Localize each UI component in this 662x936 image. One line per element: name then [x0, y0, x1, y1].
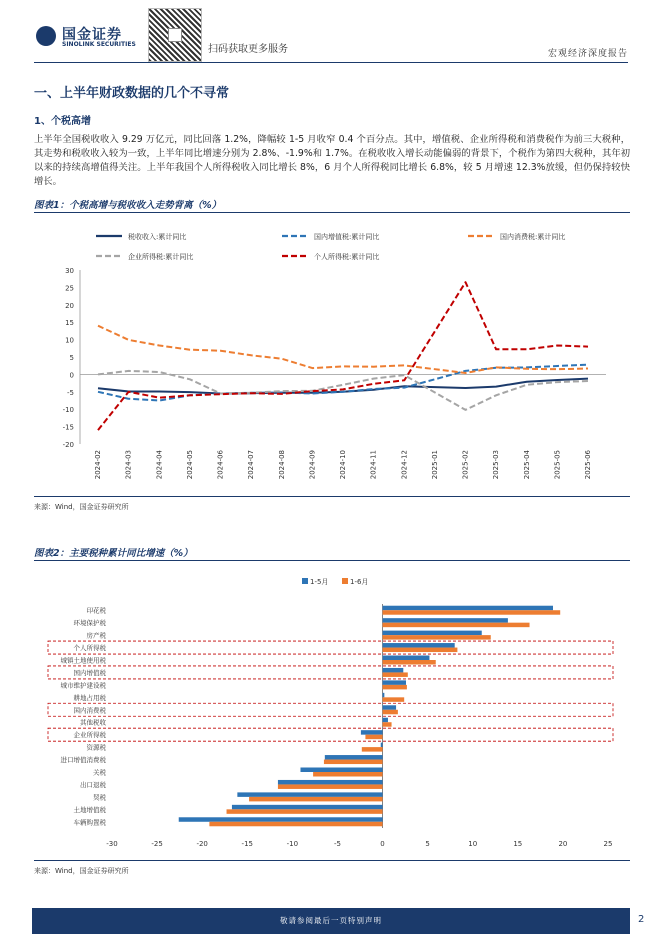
x-tick-label: -30 — [106, 840, 118, 848]
header-divider — [34, 62, 628, 63]
x-tick-label: 2024-02 — [94, 450, 102, 480]
logo-english-text: SINOLINK SECURITIES — [62, 41, 136, 48]
bar-1 — [383, 672, 408, 677]
bar-1 — [227, 809, 383, 814]
category-label: 其他税收 — [80, 718, 106, 727]
body-paragraph: 上半年全国税收收入 9.29 万亿元，同比回落 1.2%，降幅较 1-5 月收窄 0.4 个百分点。其中，增值税、企业所得税和消费税作为前三大税种，其走势和税收收入较为一致，上半年同比增速分别为 2.8%、-1.9%和 1.7%。在税收收入增长动能偏弱的背景下，个税作为第四大税种，其年初以来的持续高增值得关注。上半年我国个人所得税收入同比增长 8%，6 月个人所得税同比增长 6.8%，较 5 月增速 12.3%放缓，但仍保持较快增长。 — [34, 134, 630, 187]
bar-1 — [324, 760, 383, 765]
bar-0 — [179, 817, 383, 822]
figure1-divider — [34, 212, 630, 213]
bar-0 — [325, 755, 383, 760]
category-label: 城镇土地使用税 — [60, 656, 106, 665]
page-number: 2 — [638, 914, 645, 925]
figure2-divider — [34, 560, 630, 561]
x-tick-label: 2024-12 — [400, 450, 409, 480]
x-tick-label: 20 — [558, 840, 568, 848]
bar-1 — [383, 610, 561, 615]
bar-0 — [361, 730, 383, 735]
category-label: 印花税 — [86, 606, 106, 615]
category-label: 土地增值税 — [73, 805, 106, 814]
highlight-box — [48, 703, 613, 716]
x-tick-label: 2025-06 — [584, 450, 592, 480]
bar-0 — [383, 668, 404, 673]
y-tick-label: 10 — [65, 336, 74, 345]
x-tick-label: 2024-04 — [155, 450, 164, 480]
bar-1 — [383, 697, 405, 702]
x-tick-label: 2024-11 — [369, 450, 378, 480]
category-label: 国内消费税 — [73, 706, 106, 715]
y-tick-label: 15 — [65, 319, 74, 328]
category-label: 城市维护建设税 — [60, 681, 106, 690]
bar-0 — [383, 705, 397, 710]
bar-1 — [383, 685, 407, 690]
x-tick-label: 10 — [468, 840, 478, 848]
bar-0 — [278, 780, 383, 785]
highlight-box — [48, 666, 613, 679]
qr-center-icon — [168, 28, 182, 42]
x-tick-label: -15 — [241, 840, 253, 848]
category-label: 企业所得税 — [73, 731, 106, 740]
legend-swatch-0 — [302, 578, 308, 584]
bar-1 — [313, 772, 382, 777]
legend-label-1: 国内增值税:累计同比 — [314, 233, 380, 241]
category-label: 车辆购置税 — [73, 818, 106, 827]
subsection-title: 1、个税高增 — [34, 116, 91, 127]
x-tick-label: 2024-10 — [339, 450, 347, 480]
y-tick-label: -15 — [62, 423, 74, 432]
report-type: 宏观经济深度报告 — [547, 49, 628, 59]
figure2-title: 图表2：主要税种累计同比增速（%） — [34, 548, 193, 559]
bar-1 — [278, 784, 383, 789]
x-tick-label: -5 — [333, 840, 341, 848]
x-tick-label: -25 — [151, 840, 163, 848]
category-label: 出口退税 — [80, 780, 106, 789]
y-tick-label: -5 — [67, 388, 74, 397]
y-tick-label: 5 — [69, 354, 74, 362]
legend-label-0: 税收收入:累计同比 — [128, 233, 187, 241]
x-tick-label: 0 — [380, 840, 385, 848]
bar-0 — [383, 718, 388, 723]
highlight-box — [48, 641, 613, 654]
x-tick-label: -10 — [286, 840, 299, 848]
x-tick-label: 2025-01 — [430, 450, 439, 480]
bar-1 — [383, 722, 392, 727]
bar-0 — [383, 693, 385, 698]
bar-0 — [300, 768, 382, 773]
figure2-source: 来源：Wind，国金证券研究所 — [34, 867, 129, 875]
figure1-title: 图表1：个税高增与税收收入走势背离（%） — [34, 200, 222, 211]
bar-chart — [34, 566, 630, 858]
bar-0 — [383, 631, 482, 636]
logo-text: 国金证券 — [62, 27, 122, 43]
footer-disclaimer: 敬请参阅最后一页特别声明 — [280, 916, 382, 925]
scan-prompt: 扫码获取更多服务 — [208, 44, 288, 55]
y-tick-label: 20 — [65, 301, 74, 310]
y-tick-label: 0 — [69, 371, 74, 380]
figure1-bottom-divider — [34, 496, 630, 497]
section-title: 一、上半年财政数据的几个不寻常 — [34, 86, 230, 101]
bar-0 — [383, 643, 455, 648]
bar-1 — [209, 822, 382, 827]
category-label: 房产税 — [86, 631, 106, 640]
legend-swatch-1 — [342, 578, 348, 584]
x-tick-label: 2024-07 — [247, 450, 256, 480]
category-label: 契税 — [93, 793, 106, 802]
legend-label-4: 个人所得税:累计同比 — [314, 253, 380, 261]
bar-0 — [381, 743, 383, 748]
legend-label-1: 1-6月 — [350, 578, 369, 586]
x-tick-label: 15 — [513, 840, 523, 848]
series-line-1 — [98, 365, 588, 401]
category-label: 环境保护税 — [73, 619, 106, 628]
y-tick-label: -10 — [62, 406, 74, 415]
x-tick-label: 2024-08 — [277, 450, 286, 480]
bar-0 — [383, 680, 406, 685]
legend-label-2: 国内消费税:累计同比 — [500, 233, 566, 241]
x-tick-label: 5 — [425, 840, 430, 848]
x-tick-label: 2025-04 — [522, 450, 531, 480]
category-label: 耕地占用税 — [73, 693, 106, 702]
bar-1 — [383, 648, 458, 653]
bar-1 — [383, 710, 398, 715]
bar-1 — [383, 660, 436, 665]
category-label: 关税 — [93, 768, 106, 777]
series-line-4 — [98, 282, 588, 430]
bar-0 — [232, 805, 383, 810]
y-tick-label: -20 — [62, 441, 74, 449]
legend-label-3: 企业所得税:累计同比 — [128, 253, 194, 261]
x-tick-label: 2024-05 — [185, 450, 194, 480]
x-tick-label: 2024-06 — [216, 450, 225, 480]
x-tick-label: 2024-03 — [124, 450, 133, 480]
x-tick-label: -20 — [196, 840, 208, 848]
category-label: 个人所得税 — [73, 644, 106, 653]
highlight-box — [48, 728, 613, 741]
line-chart — [34, 216, 630, 496]
figure1-source: 来源：Wind，国金证券研究所 — [34, 503, 129, 511]
x-tick-label: 2025-03 — [492, 450, 501, 480]
bar-0 — [383, 618, 508, 623]
bar-1 — [383, 635, 491, 640]
bar-0 — [237, 792, 382, 797]
legend-label-0: 1-5月 — [310, 578, 329, 586]
figure2-bottom-divider — [34, 860, 630, 861]
category-label: 国内增值税 — [73, 668, 106, 677]
bar-0 — [383, 606, 553, 611]
x-tick-label: 2025-05 — [553, 450, 562, 480]
y-tick-label: 25 — [65, 284, 74, 293]
y-tick-label: 30 — [65, 267, 74, 275]
x-tick-label: 25 — [603, 840, 613, 848]
category-label: 资源税 — [86, 743, 106, 752]
bar-1 — [383, 623, 530, 628]
bar-0 — [383, 656, 430, 661]
category-label: 进口增值消费税 — [60, 756, 106, 765]
logo-mark — [36, 26, 56, 46]
x-tick-label: 2024-09 — [308, 450, 317, 480]
bar-1 — [365, 735, 382, 740]
bar-1 — [362, 747, 383, 752]
x-tick-label: 2025-02 — [461, 450, 470, 480]
bar-1 — [249, 797, 382, 802]
